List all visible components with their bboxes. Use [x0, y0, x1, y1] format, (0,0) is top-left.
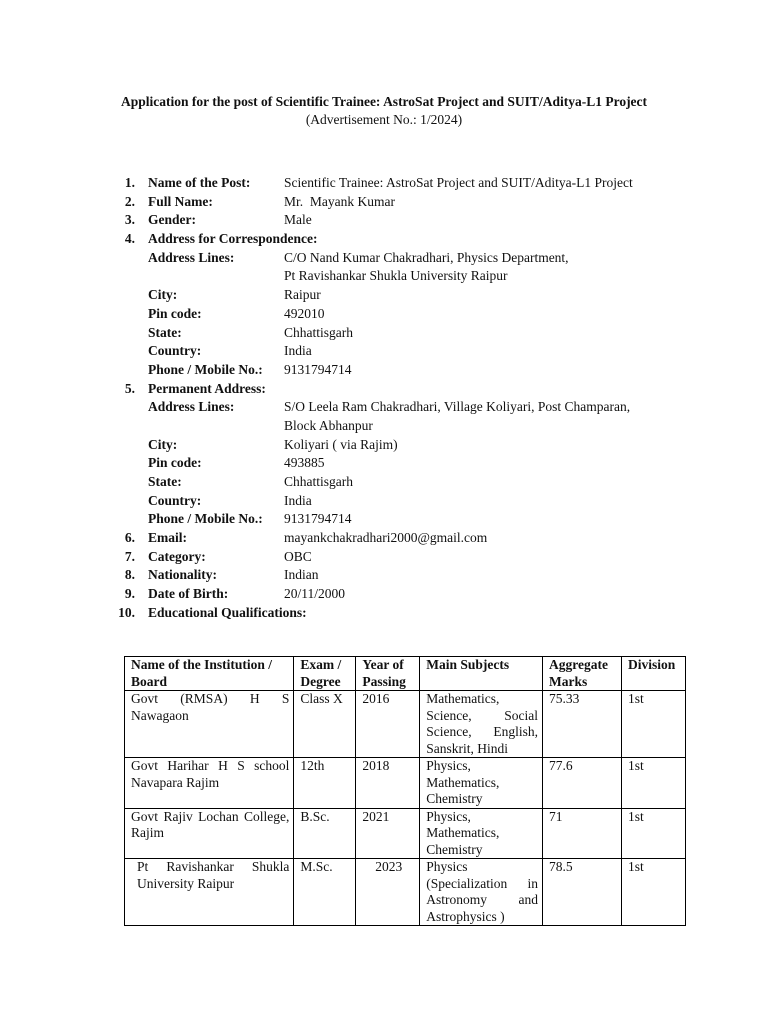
advertisement-number: (Advertisement No.: 1/2024) — [305, 112, 463, 127]
cell-institution: Govt (RMSA) H S Nawagaon — [125, 691, 294, 758]
cell-institution: Pt Ravishankar Shukla University Raipur — [125, 859, 294, 926]
cell-year: 2023 — [356, 859, 420, 926]
header-division: Division — [621, 657, 685, 691]
perm-address-line-2: Block Abhanpur — [284, 417, 373, 433]
perm-address-lines: Address Lines: S/O Leela Ram Chakradhari, Village Koliyari, Post Champaran, — [148, 399, 631, 415]
field-full-name: 2. Full Name: Mr. Mayank Kumar — [124, 193, 395, 209]
corr-address-line-2: Pt Ravishankar Shukla University Raipur — [284, 268, 508, 284]
cell-subjects: Physics, Mathematics, Chemistry — [420, 808, 543, 859]
table-row — [125, 808, 686, 859]
cell-subjects: Physics, Mathematics, Chemistry — [420, 758, 543, 809]
cell-marks: 75.33 — [543, 691, 622, 758]
cell-year: 2018 — [356, 758, 420, 809]
corr-country: Country: India — [148, 343, 312, 359]
section-permanent-address: 5. Permanent Address: — [124, 380, 266, 396]
field-category: 7. Category: OBC — [124, 548, 312, 564]
cell-exam: Class X — [294, 691, 356, 758]
table-header-row — [125, 657, 686, 691]
table-row — [125, 691, 686, 758]
cell-exam: B.Sc. — [294, 808, 356, 859]
cell-marks: 71 — [543, 808, 622, 859]
cell-division: 1st — [621, 758, 685, 809]
cell-division: 1st — [621, 808, 685, 859]
cell-institution: Govt Harihar H S school Navapara Rajim — [125, 758, 294, 809]
field-date-of-birth: 9. Date of Birth: 20/11/2000 — [124, 586, 346, 602]
cell-marks: 77.6 — [543, 758, 622, 809]
perm-state: State: Chhattisgarh — [148, 474, 353, 489]
corr-pin: Pin code: 492010 — [148, 305, 325, 321]
corr-address-lines: Address Lines: C/O Nand Kumar Chakradhari, Physics Department, — [148, 249, 569, 265]
education-table — [124, 656, 686, 926]
cell-year: 2021 — [356, 808, 420, 859]
corr-state: State: Chhattisgarh — [148, 324, 353, 340]
section-educational-qualifications: 10. Educational Qualifications: — [118, 604, 307, 620]
cell-exam: M.Sc. — [294, 859, 356, 926]
perm-city: City: Koliyari ( via Rajim) — [148, 436, 398, 452]
cell-exam: 12th — [294, 758, 356, 809]
field-gender: 3. Gender: Male — [124, 212, 312, 228]
perm-country: Country: India — [148, 492, 312, 508]
perm-pin: Pin code: 493885 — [148, 455, 325, 471]
table-row — [125, 758, 686, 809]
document-title: Application for the post of Scientific Trainee: AstroSat Project and SUIT/Aditya-L1 Project — [120, 94, 648, 109]
table-row — [125, 859, 686, 926]
header-marks: Aggregate Marks — [543, 657, 622, 691]
field-email: 6. Email: mayankchakradhari2000@gmail.com — [124, 530, 488, 546]
header-exam: Exam / Degree — [294, 657, 356, 691]
cell-institution: Govt Rajiv Lochan College, Rajim — [125, 808, 294, 859]
cell-year: 2016 — [356, 691, 420, 758]
perm-phone: Phone / Mobile No.: 9131794714 — [148, 511, 352, 527]
cell-division: 1st — [621, 859, 685, 926]
header-institution: Name of the Institution / Board — [125, 657, 294, 691]
cell-subjects: Mathematics, Science, Social Science, English, Sanskrit, Hindi — [420, 691, 543, 758]
header-subjects: Main Subjects — [420, 657, 543, 691]
cell-division: 1st — [621, 691, 685, 758]
field-nationality: 8. Nationality: Indian — [124, 567, 319, 583]
corr-city: City: Raipur — [148, 287, 321, 303]
header-year: Year of Passing — [356, 657, 420, 691]
section-correspondence-address: 4. Address for Correspondence: — [124, 231, 318, 247]
field-post: 1. Name of the Post: Scientific Trainee: AstroSat Project and SUIT/Aditya-L1 Project — [124, 175, 633, 190]
cell-marks: 78.5 — [543, 859, 622, 926]
corr-phone: Phone / Mobile No.: 9131794714 — [148, 361, 352, 377]
cell-subjects: Physics (Specialization in Astronomy and Astrophysics ) — [420, 859, 543, 926]
application-form — [108, 174, 748, 623]
